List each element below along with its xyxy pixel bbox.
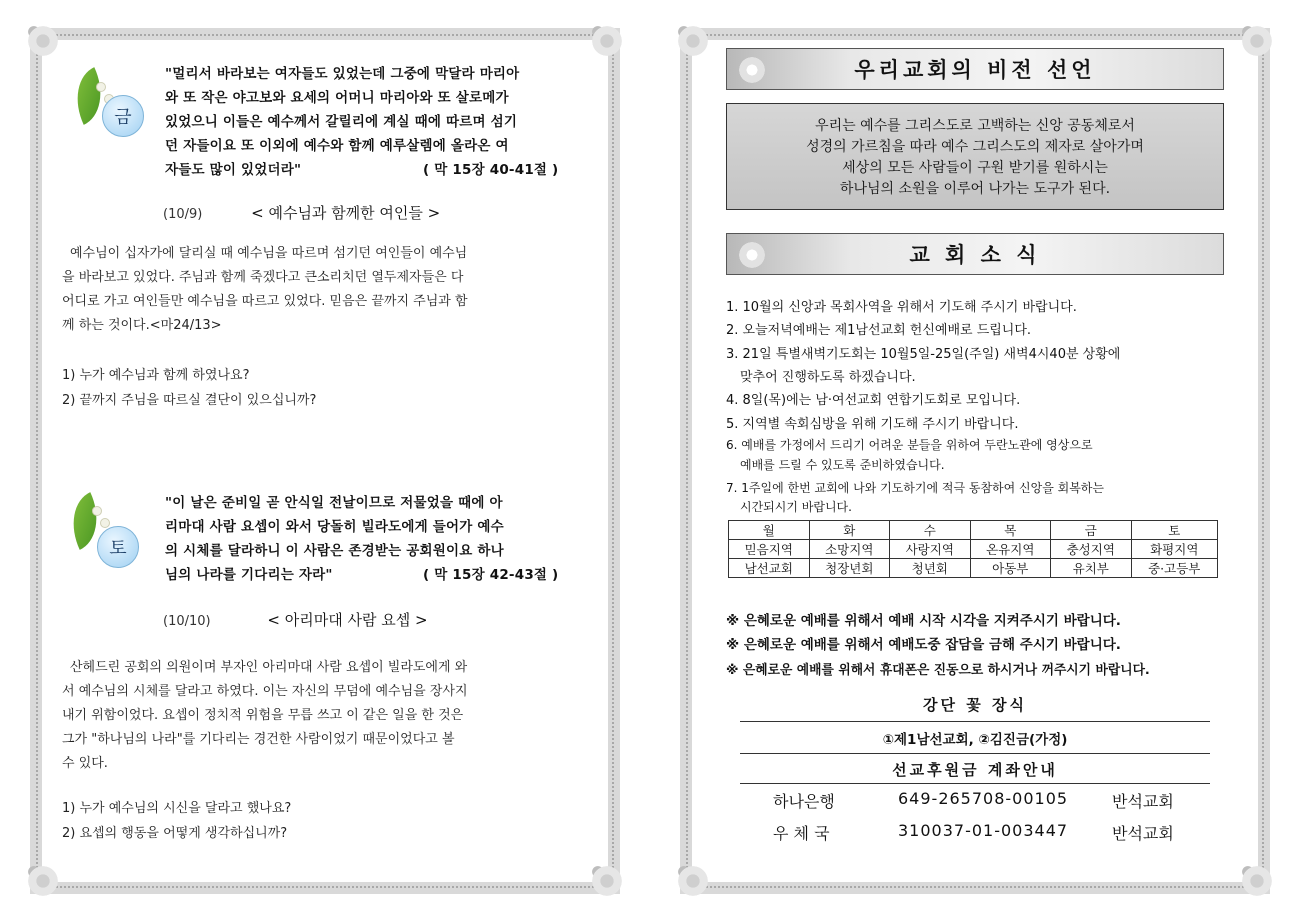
saturday-scripture-quote: "이 날은 준비일 곧 안식일 전날이므로 저물었을 때에 아 리마대 사람 요셉이 와서 당돌히 빌라도에게 들어가 예수 의 시체를 달라하니 이 사람은 존경받는 공회원이요 하나 님의 나라를 기다리는 자라" ( 막 15장 42-43절 )	[165, 491, 595, 587]
account-number: 649-265708-00105	[898, 789, 1069, 808]
divider	[740, 783, 1210, 784]
account-title: 선교후원금 계좌안내	[892, 761, 1058, 779]
flower-ornament-icon	[670, 858, 716, 904]
news-item: 시간되시기 바랍니다.	[740, 500, 852, 514]
scripture-reference: ( 막 15장 42-43절 )	[423, 567, 559, 583]
saturday-title: (10/10) < 아리마대 사람 요셉 >	[163, 611, 428, 629]
news-item: 4. 8일(목)에는 남·여선교회 연합기도회로 모입니다.	[726, 393, 1021, 408]
table-row: 월 화 수 목 금 토	[729, 521, 1218, 540]
saturday-question-1: 1) 누가 예수님의 시신을 달라고 했나요?	[62, 801, 292, 816]
weekly-schedule-table	[728, 520, 1218, 578]
bank-name: 하나은행	[773, 792, 835, 811]
news-item: 3. 21일 특별새벽기도회는 10월5일-25일(주일) 새벽4시40분 상황에	[726, 347, 1121, 362]
divider	[740, 721, 1210, 722]
news-item: 2. 오늘저녁예배는 제1남선교회 헌신예배로 드립니다.	[726, 323, 1032, 338]
table-row: 남선교회 청장년회 청년회 아동부 유치부 중·고등부	[729, 559, 1218, 578]
worship-notice: ※ 은혜로운 예배를 위해서 예배도중 잡담을 금해 주시기 바랍니다.	[726, 637, 1121, 653]
table-row: 믿음지역 소망지역 사랑지역 온유지역 충성지역 화평지역	[729, 540, 1218, 559]
divider	[740, 753, 1210, 754]
flower-ornament-icon	[1234, 18, 1280, 64]
vision-banner	[726, 48, 1224, 90]
lily-flower-icon	[96, 82, 106, 92]
flower-ornament-icon	[670, 18, 716, 64]
day-badge-friday: 금	[102, 95, 144, 137]
saturday-question-2: 2) 요셉의 행동을 어떻게 생각하십니까?	[62, 826, 288, 841]
vision-title: 우리교회의 비전 선언	[854, 58, 1096, 82]
friday-devotion-text: 예수님이 십자가에 달리실 때 예수님을 따르며 섬기던 여인들이 예수님 을 바라보고 있었다. 주님과 함께 죽겠다고 큰소리치던 열두제자들은 다 어디로 가고 여인들만 예수님을 따르고 있었다. 믿음은 끝까지 주님과 함 께 하는 것이다.<마24/13>	[62, 246, 468, 333]
vision-statement-box: 우리는 예수를 그리스도로 고백하는 신앙 공동체로서 성경의 가르침을 따라 예수 그리스도의 제자로 살아가며 세상의 모든 사람들이 구원 받기를 원하시는 하나님의 소원을 이루어 나가는 도구가 된다.	[726, 103, 1224, 210]
daisy-icon	[737, 55, 767, 85]
friday-question-1: 1) 누가 예수님과 함께 하였나요?	[62, 368, 250, 383]
account-holder: 반석교회	[1112, 824, 1174, 843]
news-item: 예배를 드릴 수 있도록 준비하였습니다.	[740, 458, 945, 472]
friday-question-2: 2) 끝까지 주님을 따르실 결단이 있으십니까?	[62, 393, 317, 408]
news-item: 7. 1주일에 한번 교회에 나와 기도하기에 적극 동참하여 신앙을 회복하는	[726, 481, 1104, 495]
altar-flower-title: 강단 꽃 장식	[923, 696, 1027, 714]
news-item: 맞추어 진행하도록 하겠습니다.	[740, 370, 916, 385]
news-title: 교 회 소 식	[909, 243, 1041, 267]
account-holder: 반석교회	[1112, 792, 1174, 811]
altar-flower-donors: ①제1남선교회, ②김진금(가정)	[882, 732, 1068, 748]
flower-ornament-icon	[1234, 858, 1280, 904]
news-item: 1. 10월의 신앙과 목회사역을 위해서 기도해 주시기 바랍니다.	[726, 300, 1077, 315]
news-item: 5. 지역별 속회심방을 위해 기도해 주시기 바랍니다.	[726, 417, 1019, 432]
flower-ornament-icon	[584, 18, 630, 64]
friday-scripture-quote: "멀리서 바라보는 여자들도 있었는데 그중에 막달라 마리아 와 또 작은 야고보와 요세의 어머니 마리아와 또 살로메가 있었으니 이들은 예수께서 갈릴리에 계실 때에 따르며 섬기 던 자들이요 또 이외에 예수와 함께 예루살렘에 올라온 여 자들도 많이 있었더라" ( 막 15장 40-41절 )	[165, 62, 595, 182]
flower-ornament-icon	[584, 858, 630, 904]
day-badge-saturday: 토	[97, 526, 139, 568]
flower-ornament-icon	[20, 858, 66, 904]
daisy-icon	[737, 240, 767, 270]
lily-flower-icon	[92, 506, 102, 516]
lily-flower-icon	[100, 518, 110, 528]
news-banner	[726, 233, 1224, 275]
scripture-reference: ( 막 15장 40-41절 )	[423, 162, 559, 178]
worship-notice: ※ 은혜로운 예배를 위해서 예배 시작 시각을 지켜주시기 바랍니다.	[726, 613, 1121, 629]
friday-title: (10/9) < 예수님과 함께한 여인들 >	[163, 204, 441, 222]
flower-ornament-icon	[20, 18, 66, 64]
bank-name: 우 체 국	[773, 824, 830, 843]
account-number: 310037-01-003447	[898, 821, 1069, 840]
saturday-devotion-text: 산헤드린 공회의 의원이며 부자인 아리마대 사람 요셉이 빌라도에게 와 서 예수님의 시체를 달라고 하였다. 이는 자신의 무덤에 예수님을 장사지 내기 위함이었다. 요셉이 정치적 위험을 무릅 쓰고 이 같은 일을 한 것은 그가 "하나님의 나라"를 기다리는 경건한 사람이었기 때문이었다고 볼 수 있다.	[62, 660, 468, 771]
news-item: 6. 예배를 가정에서 드리기 어려운 분들을 위하여 두란노관에 영상으로	[726, 438, 1093, 452]
worship-notice: ※ 은혜로운 예배를 위해서 휴대폰은 진동으로 하시거나 꺼주시기 바랍니다.	[726, 663, 1150, 678]
